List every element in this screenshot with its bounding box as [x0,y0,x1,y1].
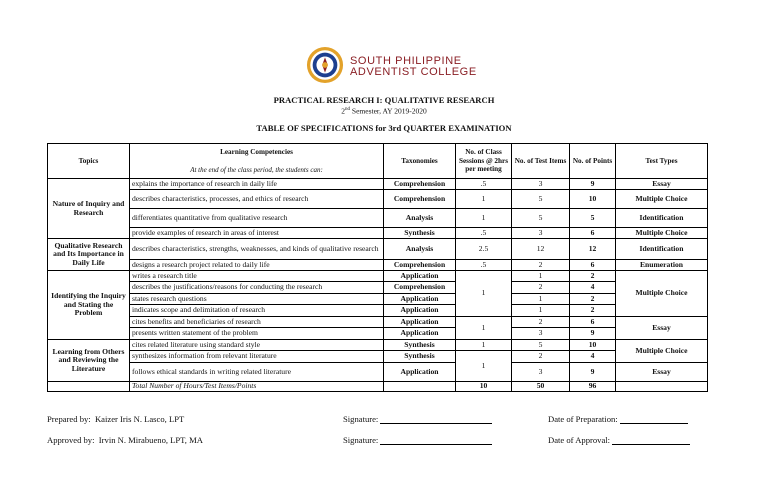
sessions-cell: 1 [456,190,512,209]
items-cell: 2 [512,317,570,328]
date-prep-line [620,415,688,424]
college-name-line1: SOUTH PHILIPPINE [350,55,462,67]
taxonomy-cell: Application [384,294,456,305]
total-points: 96 [570,382,616,392]
sessions-cell: .5 [456,228,512,239]
date-appr-line [612,436,690,445]
taxonomy-cell: Application [384,317,456,328]
table-row [48,190,708,209]
points-cell: 5 [570,209,616,228]
header-competencies [130,144,384,179]
competency-cell: designs a research project related to daily life [130,260,384,271]
totals-empty-cell [384,382,456,392]
table-row [48,351,708,363]
table-row [48,282,708,294]
taxonomy-cell: Application [384,305,456,317]
prepared-by [47,414,184,424]
items-cell: 2 [512,282,570,294]
sessions-cell: 1 [456,340,512,351]
course-title: PRACTICAL RESEARCH I: QUALITATIVE RESEARCH [273,95,495,105]
date-of-approval [548,435,690,445]
topic-cell: Identifying the Inquiry and Stating the Problem [48,271,130,340]
points-cell: 6 [570,317,616,328]
competency-cell: writes a research title [130,271,384,282]
items-cell: 3 [512,179,570,190]
items-cell: 5 [512,340,570,351]
header-taxonomies: Taxonomies [384,144,456,179]
competency-cell: indicates scope and delimitation of research [130,305,384,317]
signature-label: Signature: [343,435,379,445]
items-cell: 2 [512,260,570,271]
items-cell: 5 [512,190,570,209]
title-block [0,95,768,116]
items-cell: 1 [512,305,570,317]
test-type-cell: Multiple Choice [616,340,708,363]
competency-cell: follows ethical standards in writing related literature [130,363,384,382]
college-name [350,56,477,78]
signature-line [380,415,492,424]
competency-cell: describes the justifications/reasons for conducting the research [130,282,384,294]
points-cell: 2 [570,271,616,282]
items-cell: 5 [512,209,570,228]
test-type-cell: Enumeration [616,260,708,271]
totals-empty-cell [616,382,708,392]
taxonomy-cell: Comprehension [384,282,456,294]
table-row [48,239,708,260]
date-of-preparation [548,414,688,424]
competency-cell: describes characteristics, processes, and ethics of research [130,190,384,209]
points-cell: 6 [570,228,616,239]
test-type-cell: Multiple Choice [616,228,708,239]
header-competencies-title: Learning Competencies [220,147,293,156]
header-topics: Topics [48,144,130,179]
taxonomy-cell: Comprehension [384,190,456,209]
taxonomy-cell: Analysis [384,239,456,260]
table-row [48,209,708,228]
prepared-label: Prepared by: [47,414,91,424]
table-row [48,260,708,271]
points-cell: 2 [570,294,616,305]
taxonomy-cell: Analysis [384,209,456,228]
college-name-line2: ADVENTIST COLLEGE [350,66,477,78]
items-cell: 3 [512,363,570,382]
date-prep-label: Date of Preparation: [548,414,618,424]
competency-cell: cites related literature using standard style [130,340,384,351]
signature-label: Signature: [343,414,379,424]
competency-cell: presents written statement of the problem [130,328,384,340]
approved-by [47,435,203,445]
specifications-table [47,143,708,392]
items-cell: 2 [512,351,570,363]
points-cell: 2 [570,305,616,317]
taxonomy-cell: Application [384,328,456,340]
points-cell: 4 [570,282,616,294]
points-cell: 9 [570,363,616,382]
sessions-cell: .5 [456,179,512,190]
approved-signature [343,435,492,445]
total-sessions: 10 [456,382,512,392]
points-cell: 9 [570,179,616,190]
table-row [48,328,708,340]
taxonomy-cell: Application [384,271,456,282]
topic-cell: Qualitative Research and Its Importance in Daily Life [48,239,130,271]
totals-empty-cell [48,382,130,392]
table-row [48,340,708,351]
taxonomy-cell: Comprehension [384,179,456,190]
semester-rest: Semester, AY 2019-2020 [350,106,427,116]
table-row [48,305,708,317]
competency-cell: provide examples of research in areas of interest [130,228,384,239]
items-cell: 12 [512,239,570,260]
competency-cell: differentiates quantitative from qualitative research [130,209,384,228]
sessions-cell: 1 [456,271,512,317]
sessions-cell: .5 [456,260,512,271]
competency-cell: describes characteristics, strengths, weaknesses, and kinds of qualitative research [130,239,384,260]
totals-row [48,382,708,392]
topic-cell: Learning from Others and Reviewing the Literature [48,340,130,382]
test-type-cell: Essay [616,363,708,382]
items-cell: 3 [512,328,570,340]
taxonomy-cell: Synthesis [384,340,456,351]
sessions-cell: 1 [456,209,512,228]
approved-name: Irvin N. Mirabueno, LPT, MA [98,435,203,445]
header-competencies-sub: At the end of the class period, the students can: [190,165,323,174]
sessions-cell: 1 [456,317,512,340]
prepared-name: Kaizer Iris N. Lasco, LPT [94,414,185,424]
competency-cell: states research questions [130,294,384,305]
header-points: No. of Points [570,144,616,179]
header-sessions: No. of Class Sessions @ 2hrs per meeting [456,144,512,179]
table-row [48,294,708,305]
topic-cell: Nature of Inquiry and Research [48,179,130,239]
date-appr-label: Date of Approval: [548,435,611,445]
points-cell: 12 [570,239,616,260]
items-cell: 3 [512,228,570,239]
test-type-cell: Multiple Choice [616,190,708,209]
taxonomy-cell: Synthesis [384,228,456,239]
points-cell: 6 [570,260,616,271]
document-header [0,42,768,90]
header-items: No. of Test Items [512,144,570,179]
table-row [48,271,708,282]
sessions-cell: 2.5 [456,239,512,260]
table-row [48,317,708,328]
table-header-row [48,144,708,179]
table-row [48,179,708,190]
test-type-cell: Essay [616,317,708,340]
sessions-cell: 1 [456,351,512,382]
college-seal-icon [306,46,344,84]
semester-number: 2 [341,106,346,116]
items-cell: 1 [512,294,570,305]
competency-cell: explains the importance of research in daily life [130,179,384,190]
test-type-cell: Identification [616,239,708,260]
competency-cell: cites benefits and beneficiaries of research [130,317,384,328]
test-type-cell: Essay [616,179,708,190]
total-items: 50 [512,382,570,392]
approved-label: Approved by: [47,435,95,445]
taxonomy-cell: Synthesis [384,351,456,363]
prepared-signature [343,414,492,424]
points-cell: 10 [570,190,616,209]
header-types: Test Types [616,144,708,179]
table-row [48,363,708,382]
semester-line [0,105,768,116]
semester-suffix: nd [345,107,351,112]
taxonomy-cell: Comprehension [384,260,456,271]
points-cell: 9 [570,328,616,340]
competency-cell: synthesizes information from relevant literature [130,351,384,363]
signature-line [380,436,492,445]
test-type-cell: Multiple Choice [616,271,708,317]
test-type-cell: Identification [616,209,708,228]
taxonomy-cell: Application [384,363,456,382]
points-cell: 4 [570,351,616,363]
items-cell: 1 [512,271,570,282]
totals-label: Total Number of Hours/Test Items/Points [130,382,384,392]
table-title: TABLE OF SPECIFICATIONS for 3rd QUARTER EXAMINATION [256,123,512,133]
table-row [48,228,708,239]
points-cell: 10 [570,340,616,351]
